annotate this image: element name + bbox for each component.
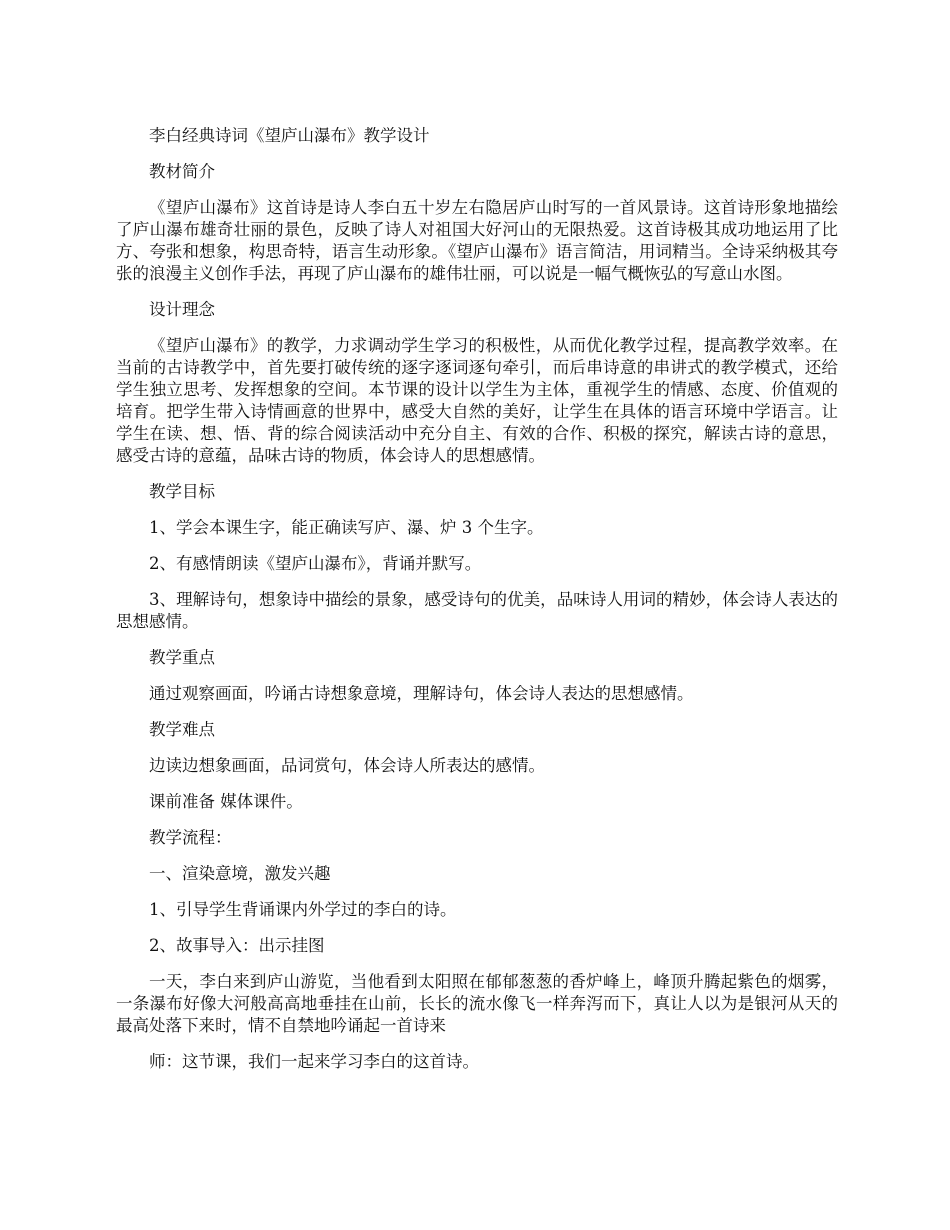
paragraph-difficulties: 边读边想象画面，品词赏句，体会诗人所表达的感情。 — [149, 756, 545, 775]
document-title: 李白经典诗词《望庐山瀑布》教学设计 — [149, 126, 430, 145]
paragraph-teacher-line: 师：这节课，我们一起来学习李白的这首诗。 — [149, 1052, 479, 1071]
goal-item-3: 3、理解诗句，想象诗中描绘的景象，感受诗句的优美，品味诗人用词的精妙，体会诗人表达的思想感情。 — [116, 590, 838, 631]
flow-step-heading-1: 一、渲染意境，激发兴趣 — [149, 864, 331, 883]
flow-step-item-2: 2、故事导入：出示挂图 — [149, 936, 325, 955]
paragraph-preparation: 课前准备 媒体课件。 — [149, 792, 303, 811]
goal-item-2: 2、有感情朗读《望庐山瀑布》，背诵并默写。 — [149, 554, 482, 573]
document-body — [116, 125, 838, 1087]
goal-item-1: 1、学会本课生字，能正确读写庐、瀑、炉 3 个生字。 — [149, 518, 544, 537]
section-heading-key-points: 教学重点 — [149, 648, 215, 667]
section-heading-teaching-goals: 教学目标 — [149, 482, 215, 501]
paragraph-story: 一天，李白来到庐山游览，当他看到太阳照在郁郁葱葱的香炉峰上，峰顶升腾起紫色的烟雾，一条瀑布好像大河般高高地垂挂在山前，长长的流水像飞一样奔泻而下，真让人以为是银河从天的最高处落下来时，情不自禁地吟诵起一首诗来 — [116, 972, 838, 1035]
section-heading-teaching-flow: 教学流程： — [149, 828, 232, 847]
paragraph-design-concept: 《望庐山瀑布》的教学，力求调动学生学习的积极性，从而优化教学过程，提高教学效率。在当前的古诗教学中，首先要打破传统的逐字逐词逐句牵引，而后串诗意的串讲式的教学模式，还给学生独立思考、发挥想象的空间。本节课的设计以学生为主体，重视学生的情感、态度、价值观的培育。把学生带入诗情画意的世界中，感受大自然的美好，让学生在具体的语言环境中学语言。让学生在读、想、悟、背的综合阅读活动中充分自主、有效的合作、积极的探究，解读古诗的意思，感受古诗的意蕴，品味古诗的物质，体会诗人的思想感情。 — [116, 336, 838, 465]
paragraph-material-intro: 《望庐山瀑布》这首诗是诗人李白五十岁左右隐居庐山时写的一首风景诗。这首诗形象地描绘了庐山瀑布雄奇壮丽的景色，反映了诗人对祖国大好河山的无限热爱。这首诗极其成功地运用了比方、夸张和想象，构思奇特，语言生动形象。《望庐山瀑布》语言简洁，用词精当。全诗采纳极其夸张的浪漫主义创作手法，再现了庐山瀑布的雄伟壮丽，可以说是一幅气概恢弘的写意山水图。 — [116, 198, 838, 283]
paragraph-key-points: 通过观察画面，吟诵古诗想象意境，理解诗句，体会诗人表达的思想感情。 — [149, 684, 694, 703]
section-heading-difficulties: 教学难点 — [149, 720, 215, 739]
flow-step-item-1: 1、引导学生背诵课内外学过的李白的诗。 — [149, 900, 457, 919]
section-heading-material-intro: 教材简介 — [149, 162, 215, 181]
section-heading-design-concept: 设计理念 — [149, 300, 215, 319]
